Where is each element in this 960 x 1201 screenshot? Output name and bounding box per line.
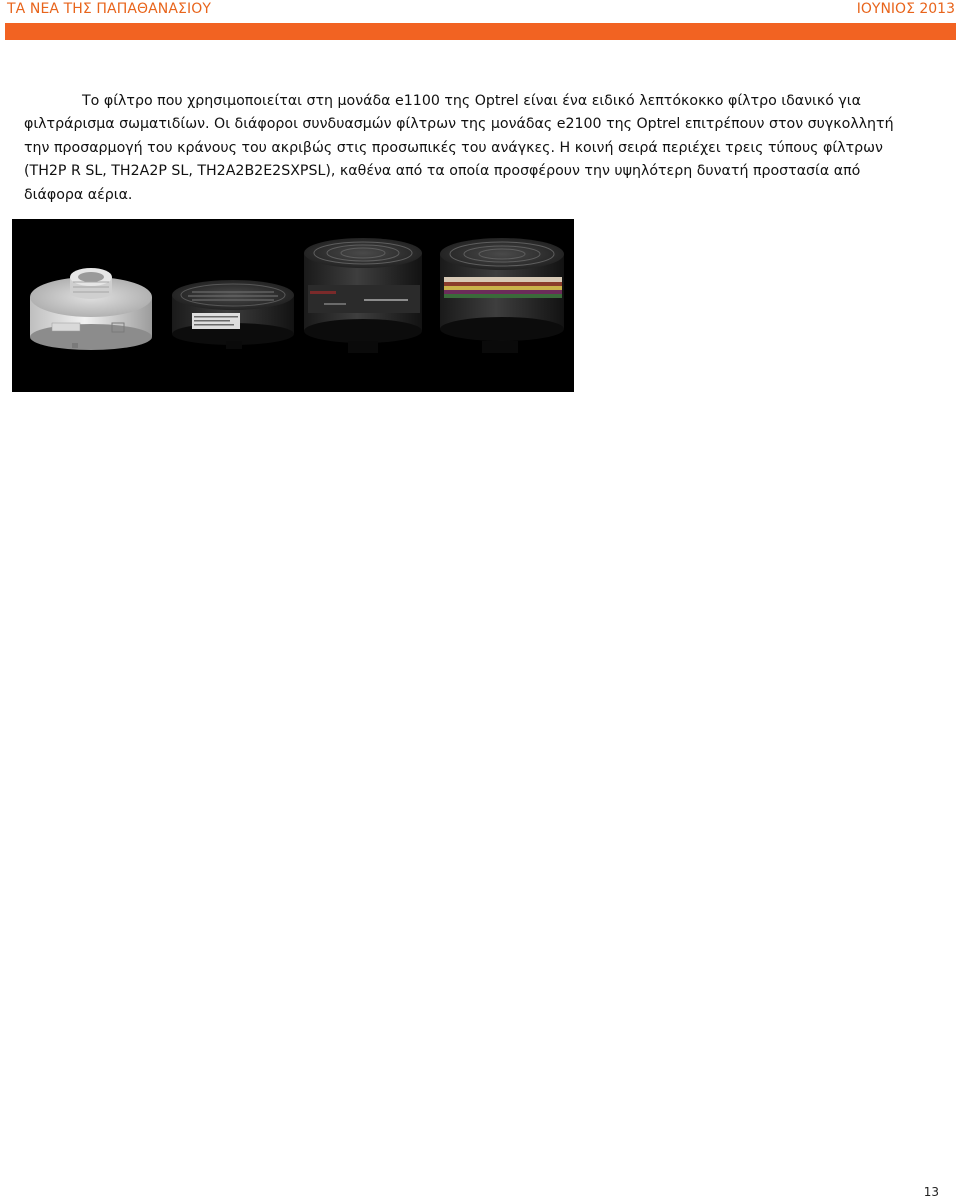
issue-date: ΙΟΥΝΙΟΣ 2013 bbox=[856, 1, 955, 17]
article-paragraph-text: Το φίλτρο που χρησιμοποιείται στη μονάδα e1100 της Optrel είναι ένα ειδικό λεπτόκοκκο φίλτρο ιδανικό για φιλτράρισμα σωματιδίων. Οι διάφοροι συνδυασμών φίλτρων της μονάδας e2100 της Optrel επιτρέπουν στον συγκολλητή την προσαρμογή του κράνους του ακριβώς στις προσωπικές του ανάγκες. Η κοινή σειρά περιέχει τρεις τύπους φίλτρων (TH2P R SL, TH2A2P SL, TH2A2B2E2SXPSL), καθένα από τα οποία προσφέρουν την υψηλότερη δυνατή προστασία από διάφορα αέρια. bbox=[24, 93, 894, 203]
header-accent-bar bbox=[5, 23, 956, 40]
page-number: 13 bbox=[923, 1185, 939, 1199]
black-particle-filter bbox=[172, 280, 294, 349]
newsletter-title: ΤΑ ΝΕΑ ΤΗΣ ΠΑΠΑΘΑΝΑΣΙΟΥ bbox=[7, 1, 212, 17]
article-paragraph bbox=[24, 90, 914, 207]
page-header bbox=[0, 0, 960, 24]
filters-product-photo bbox=[12, 219, 574, 392]
black-gas-filter bbox=[304, 238, 422, 353]
white-particle-filter bbox=[30, 268, 152, 350]
filters-illustration bbox=[12, 219, 574, 392]
combined-gas-filter bbox=[440, 238, 564, 353]
